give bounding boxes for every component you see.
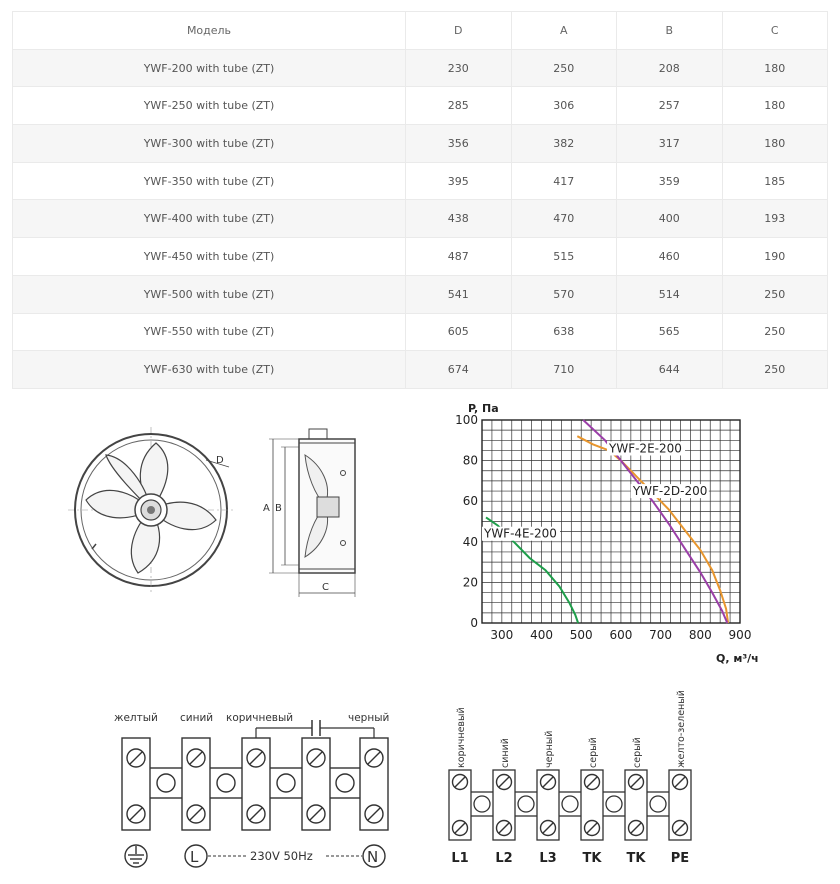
- chart-series-line-1: [577, 436, 728, 623]
- link-screw-icon: [606, 796, 622, 812]
- table-row: [13, 351, 828, 389]
- table-row: [13, 200, 828, 238]
- chart-annotation: YWF-4E-200: [483, 526, 557, 541]
- chart-x-tick-label: 600: [609, 628, 633, 642]
- cell-b: 208: [617, 49, 723, 87]
- fan-side-view: [255, 425, 365, 605]
- cell-d: 356: [406, 125, 512, 163]
- cell-a: 417: [511, 162, 617, 200]
- chart-y-axis-label: P, Па: [468, 402, 499, 415]
- cell-b: 400: [617, 200, 723, 238]
- chart-x-tick-label: 400: [530, 628, 553, 642]
- cell-model: YWF-250 with tube (ZT): [13, 87, 406, 125]
- cell-c: 250: [722, 351, 828, 389]
- chart-y-tick-label: 100: [455, 413, 478, 427]
- cell-b: 257: [617, 87, 723, 125]
- cell-model: YWF-400 with tube (ZT): [13, 200, 406, 238]
- cell-a: 710: [511, 351, 617, 389]
- cell-model: YWF-300 with tube (ZT): [13, 125, 406, 163]
- cell-model: YWF-500 with tube (ZT): [13, 275, 406, 313]
- link-screw-icon: [474, 796, 490, 812]
- chart-x-tick-label: 500: [569, 628, 593, 642]
- cell-d: 674: [406, 351, 512, 389]
- cell-d: 395: [406, 162, 512, 200]
- wire-color-label: черный: [544, 730, 555, 768]
- line-symbol-letter: L: [190, 848, 199, 866]
- table-row: [13, 238, 828, 276]
- wire-color-label: серый: [588, 737, 599, 768]
- performance-chart: [440, 398, 780, 668]
- cell-a: 382: [511, 125, 617, 163]
- link-screw-icon: [277, 774, 295, 792]
- link-screw-icon: [518, 796, 534, 812]
- cell-c: 185: [722, 162, 828, 200]
- cell-c: 180: [722, 49, 828, 87]
- table-row: [13, 313, 828, 351]
- chart-x-tick-label: 900: [728, 628, 752, 642]
- cell-d: 541: [406, 275, 512, 313]
- link-screw-icon: [336, 774, 354, 792]
- fan-front-view: [66, 425, 236, 595]
- cell-d: 285: [406, 87, 512, 125]
- wiring-diagram-three-phase: [440, 676, 700, 876]
- cell-c: 180: [722, 125, 828, 163]
- wire-color-label: синий: [500, 738, 511, 768]
- wire-color-label: коричневый: [456, 707, 467, 768]
- cell-a: 306: [511, 87, 617, 125]
- terminal-label: L3: [539, 851, 557, 866]
- cell-d: 605: [406, 313, 512, 351]
- col-header-d: D: [406, 12, 512, 50]
- cell-d: 487: [406, 238, 512, 276]
- link-screw-icon: [157, 774, 175, 792]
- cell-c: 250: [722, 313, 828, 351]
- cell-model: YWF-450 with tube (ZT): [13, 238, 406, 276]
- chart-annotation: YWF-2E-200: [609, 441, 682, 456]
- supply-label: 230V 50Hz: [250, 849, 313, 863]
- cell-b: 317: [617, 125, 723, 163]
- wire-label-black: черный: [348, 712, 390, 724]
- cell-b: 565: [617, 313, 723, 351]
- col-header-b: B: [617, 12, 723, 50]
- terminal-label: TK: [626, 851, 646, 866]
- chart-x-tick-label: 700: [649, 628, 673, 642]
- chart-y-tick-label: 20: [462, 575, 478, 590]
- chart-x-tick-label: 800: [688, 628, 712, 642]
- earth-symbol: [125, 845, 147, 867]
- chart-annotation: YWF-2D-200: [632, 484, 708, 499]
- cell-a: 638: [511, 313, 617, 351]
- table-row: [13, 125, 828, 163]
- wiring-diagram-single-phase: [108, 700, 418, 880]
- dim-label-d: D: [216, 455, 224, 466]
- cell-model: YWF-630 with tube (ZT): [13, 351, 406, 389]
- table-header-row: [13, 12, 828, 50]
- cell-b: 644: [617, 351, 723, 389]
- col-header-c: C: [722, 12, 828, 50]
- terminal-label: PE: [670, 851, 690, 866]
- chart-x-axis-label: Q, м³/ч: [716, 652, 759, 665]
- link-screw-icon: [562, 796, 578, 812]
- wire-color-label: серый: [632, 737, 643, 768]
- link-screw-icon: [217, 774, 235, 792]
- cell-d: 230: [406, 49, 512, 87]
- table-row: [13, 275, 828, 313]
- dim-label-a: A: [263, 503, 270, 514]
- cell-b: 359: [617, 162, 723, 200]
- col-header-a: A: [511, 12, 617, 50]
- neutral-symbol: [363, 845, 385, 867]
- cell-c: 190: [722, 238, 828, 276]
- terminal-label: L1: [451, 851, 469, 866]
- link-screw-icon: [650, 796, 666, 812]
- cell-b: 460: [617, 238, 723, 276]
- cell-c: 250: [722, 275, 828, 313]
- dim-label-b: B: [275, 503, 282, 514]
- cell-a: 250: [511, 49, 617, 87]
- table-row: [13, 87, 828, 125]
- cell-c: 193: [722, 200, 828, 238]
- chart-x-tick-label: 300: [490, 628, 514, 642]
- cell-a: 515: [511, 238, 617, 276]
- chart-y-tick-label: 40: [462, 534, 478, 549]
- cell-a: 470: [511, 200, 617, 238]
- wire-label-brown: коричневый: [226, 712, 294, 724]
- cell-c: 180: [722, 87, 828, 125]
- spec-table: [12, 11, 828, 389]
- wire-color-label: желто-зеленый: [676, 690, 687, 768]
- chart-y-tick-label: 60: [462, 494, 478, 509]
- wire-label-yellow: желтый: [114, 712, 158, 724]
- table-row: [13, 49, 828, 87]
- chart-y-tick-label: 0: [470, 616, 478, 630]
- col-header-model: Модель: [13, 12, 406, 50]
- line-symbol: [185, 845, 207, 867]
- neutral-symbol-letter: N: [367, 848, 379, 866]
- cell-model: YWF-350 with tube (ZT): [13, 162, 406, 200]
- wire-label-blue: синий: [180, 712, 214, 724]
- table-row: [13, 162, 828, 200]
- cell-model: YWF-200 with tube (ZT): [13, 49, 406, 87]
- chart-y-tick-label: 80: [462, 453, 478, 468]
- cell-model: YWF-550 with tube (ZT): [13, 313, 406, 351]
- cell-a: 570: [511, 275, 617, 313]
- cell-d: 438: [406, 200, 512, 238]
- cell-b: 514: [617, 275, 723, 313]
- terminal-label: L2: [495, 851, 513, 866]
- dim-label-c: C: [322, 582, 329, 593]
- terminal-label: TK: [582, 851, 602, 866]
